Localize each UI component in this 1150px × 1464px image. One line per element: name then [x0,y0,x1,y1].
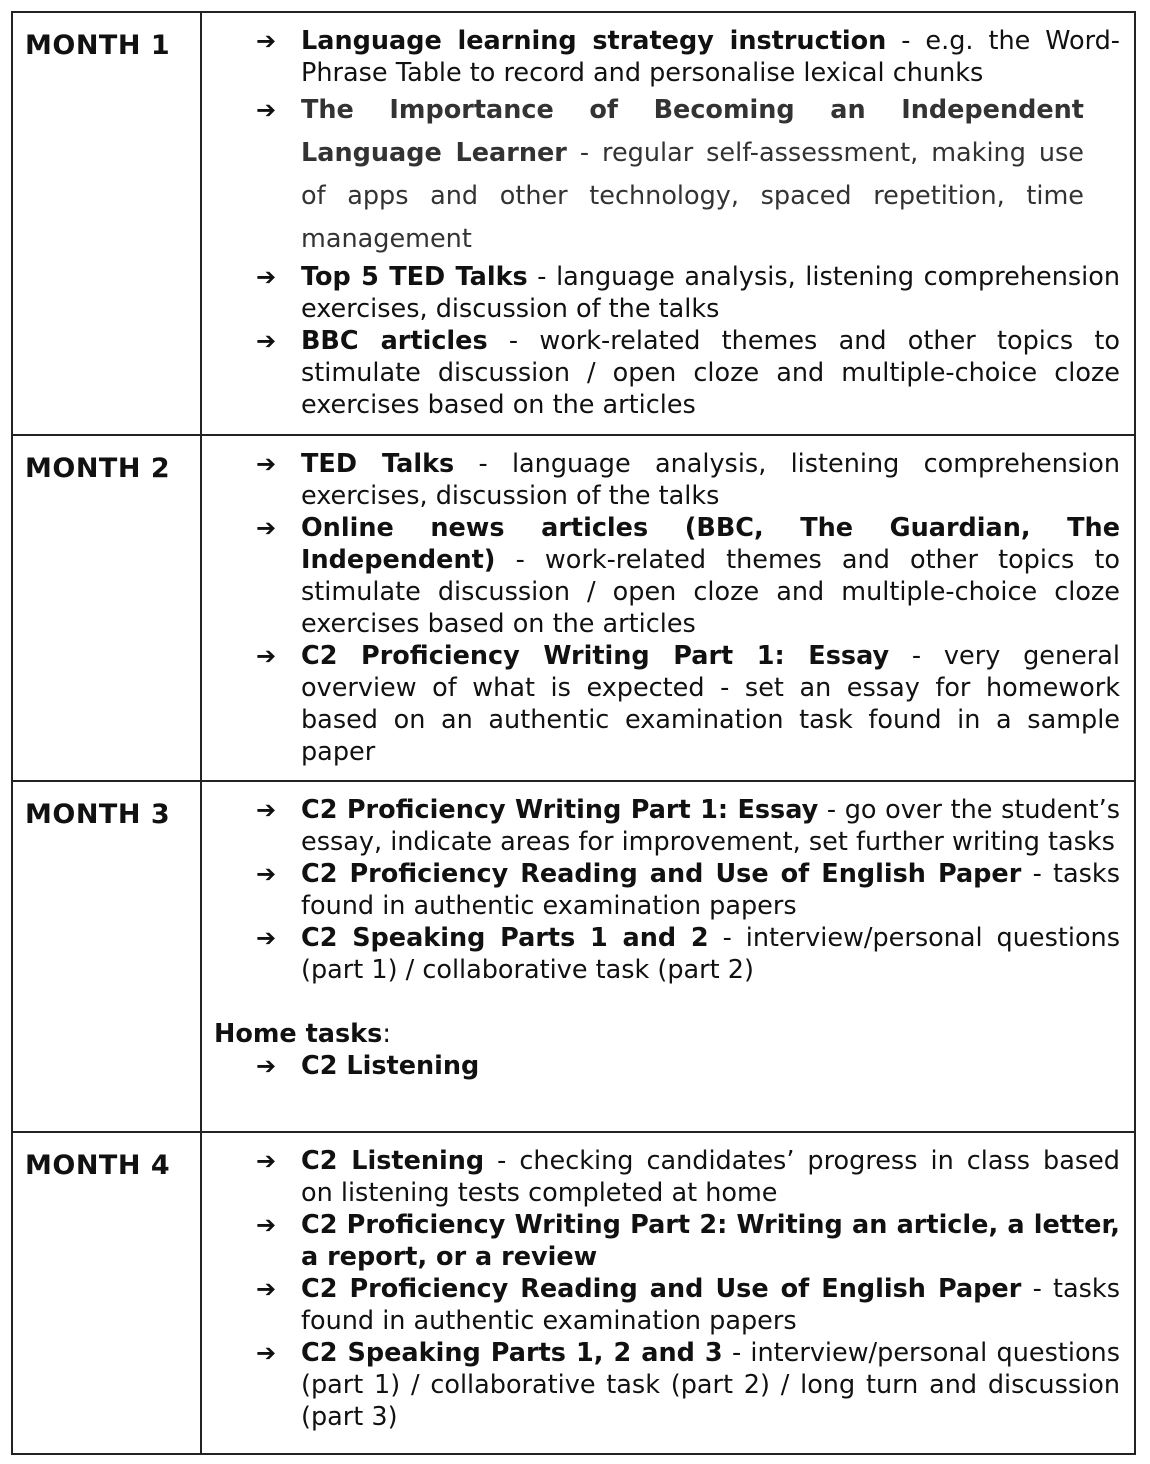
topic-description: - regular self-assessment, making use of apps and other technology, spaced repetition, time management [301,138,1084,254]
topic-title: C2 Speaking Parts 1 and 2 [301,923,709,953]
topic-item [214,89,1120,261]
topic-title: C2 Listening [301,1146,485,1176]
arrow-bullet-icon: ➔ [256,96,277,124]
arrow-bullet-icon: ➔ [256,1147,277,1175]
topic-title: Language learning strategy instruction [301,26,887,56]
home-tasks-colon: : [382,1019,391,1049]
month-row [12,781,1135,1132]
topic-item [214,448,1120,512]
topic-description: - interview/personal questions (part 1) / collaborative task (part 2) / long turn and discussion (part 3) [301,1338,1121,1432]
arrow-bullet-icon: ➔ [256,860,277,888]
topic-item [214,794,1120,858]
topic-title: TED Talks [301,449,455,479]
topic-description: - work-related themes and other topics to stimulate discussion / open cloze and multiple-choice cloze exercises based on the articles [301,326,1120,420]
topic-title: The Importance of Becoming an Independent Language Learner [301,95,1084,168]
arrow-bullet-icon: ➔ [256,514,277,542]
topic-description: - go over the student’s essay, indicate areas for improvement, set further writing tasks [301,795,1120,857]
topic-title: C2 Proficiency Writing Part 1: Essay [301,795,819,825]
arrow-bullet-icon: ➔ [256,1052,277,1080]
topic-description: - interview/personal questions (part 1) / collaborative task (part 2) [301,923,1120,985]
topic-list [214,448,1120,768]
arrow-bullet-icon: ➔ [256,327,277,355]
month-label-cell [12,781,201,1132]
arrow-bullet-icon: ➔ [256,450,277,478]
topic-description: - e.g. the Word-Phrase Table to record and personalise lexical chunks [301,26,1120,88]
arrow-bullet-icon: ➔ [256,642,277,670]
topic-title: Top 5 TED Talks [301,262,528,292]
topic-item [214,512,1120,640]
arrow-bullet-icon: ➔ [256,1275,277,1303]
topic-description: - work-related themes and other topics to stimulate discussion / open cloze and multiple-choice cloze exercises based on the articles [301,545,1120,639]
month-content-cell [201,1132,1135,1454]
month-label-cell [12,435,201,781]
month-content-cell [201,781,1135,1132]
topic-item [214,640,1120,768]
arrow-bullet-icon: ➔ [256,263,277,291]
topic-title: C2 Proficiency Reading and Use of English Paper [301,859,1022,889]
month-label: MONTH 1 [25,30,171,61]
topic-title: Online news articles (BBC, The Guardian, The Independent) [301,513,1120,575]
topic-title: C2 Proficiency Writing Part 1: Essay [301,641,890,671]
month-label-cell [12,12,201,435]
topic-description: - tasks found in authentic examination papers [301,859,1120,921]
home-task-item [214,1050,1120,1082]
course-plan-table [11,11,1136,1455]
arrow-bullet-icon: ➔ [256,27,277,55]
arrow-bullet-icon: ➔ [256,796,277,824]
topic-item [214,1337,1120,1433]
topic-title: C2 Proficiency Writing Part 2: Writing an article, a letter, a report, or a review [301,1210,1120,1272]
topic-item [214,858,1120,922]
topic-list [214,1145,1120,1433]
arrow-bullet-icon: ➔ [256,924,277,952]
topic-title: C2 Proficiency Reading and Use of English Paper [301,1274,1022,1304]
topic-description: - very general overview of what is expected - set an essay for homework based on an authentic examination task found in a sample paper [301,641,1120,767]
arrow-bullet-icon: ➔ [256,1339,277,1367]
topic-title: C2 Speaking Parts 1, 2 and 3 [301,1338,723,1368]
month-label: MONTH 2 [25,453,171,484]
topic-list [214,794,1120,986]
topic-title: C2 Listening [301,1051,480,1081]
month-content-cell [201,435,1135,781]
topic-item [214,1209,1120,1273]
month-content-cell [201,12,1135,435]
home-tasks-heading [214,1018,1120,1050]
topic-item [214,325,1120,421]
topic-item [214,261,1120,325]
home-tasks-label: Home tasks [214,1019,383,1049]
topic-list [214,25,1120,421]
topic-description: - checking candidates’ progress in class based on listening tests completed at home [301,1146,1120,1208]
topic-item [214,1145,1120,1209]
topic-item [214,922,1120,986]
topic-item [214,25,1120,89]
month-row [12,1132,1135,1454]
home-task-list [214,1050,1120,1082]
topic-description: - tasks found in authentic examination papers [301,1274,1120,1336]
topic-description: - language analysis, listening comprehension exercises, discussion of the talks [301,449,1120,511]
arrow-bullet-icon: ➔ [256,1211,277,1239]
topic-title: BBC articles [301,326,488,356]
month-row [12,435,1135,781]
month-label: MONTH 3 [25,799,171,830]
month-label-cell [12,1132,201,1454]
topic-description: - language analysis, listening comprehension exercises, discussion of the talks [301,262,1121,324]
month-label: MONTH 4 [25,1150,171,1181]
month-row [12,12,1135,435]
topic-item [214,1273,1120,1337]
